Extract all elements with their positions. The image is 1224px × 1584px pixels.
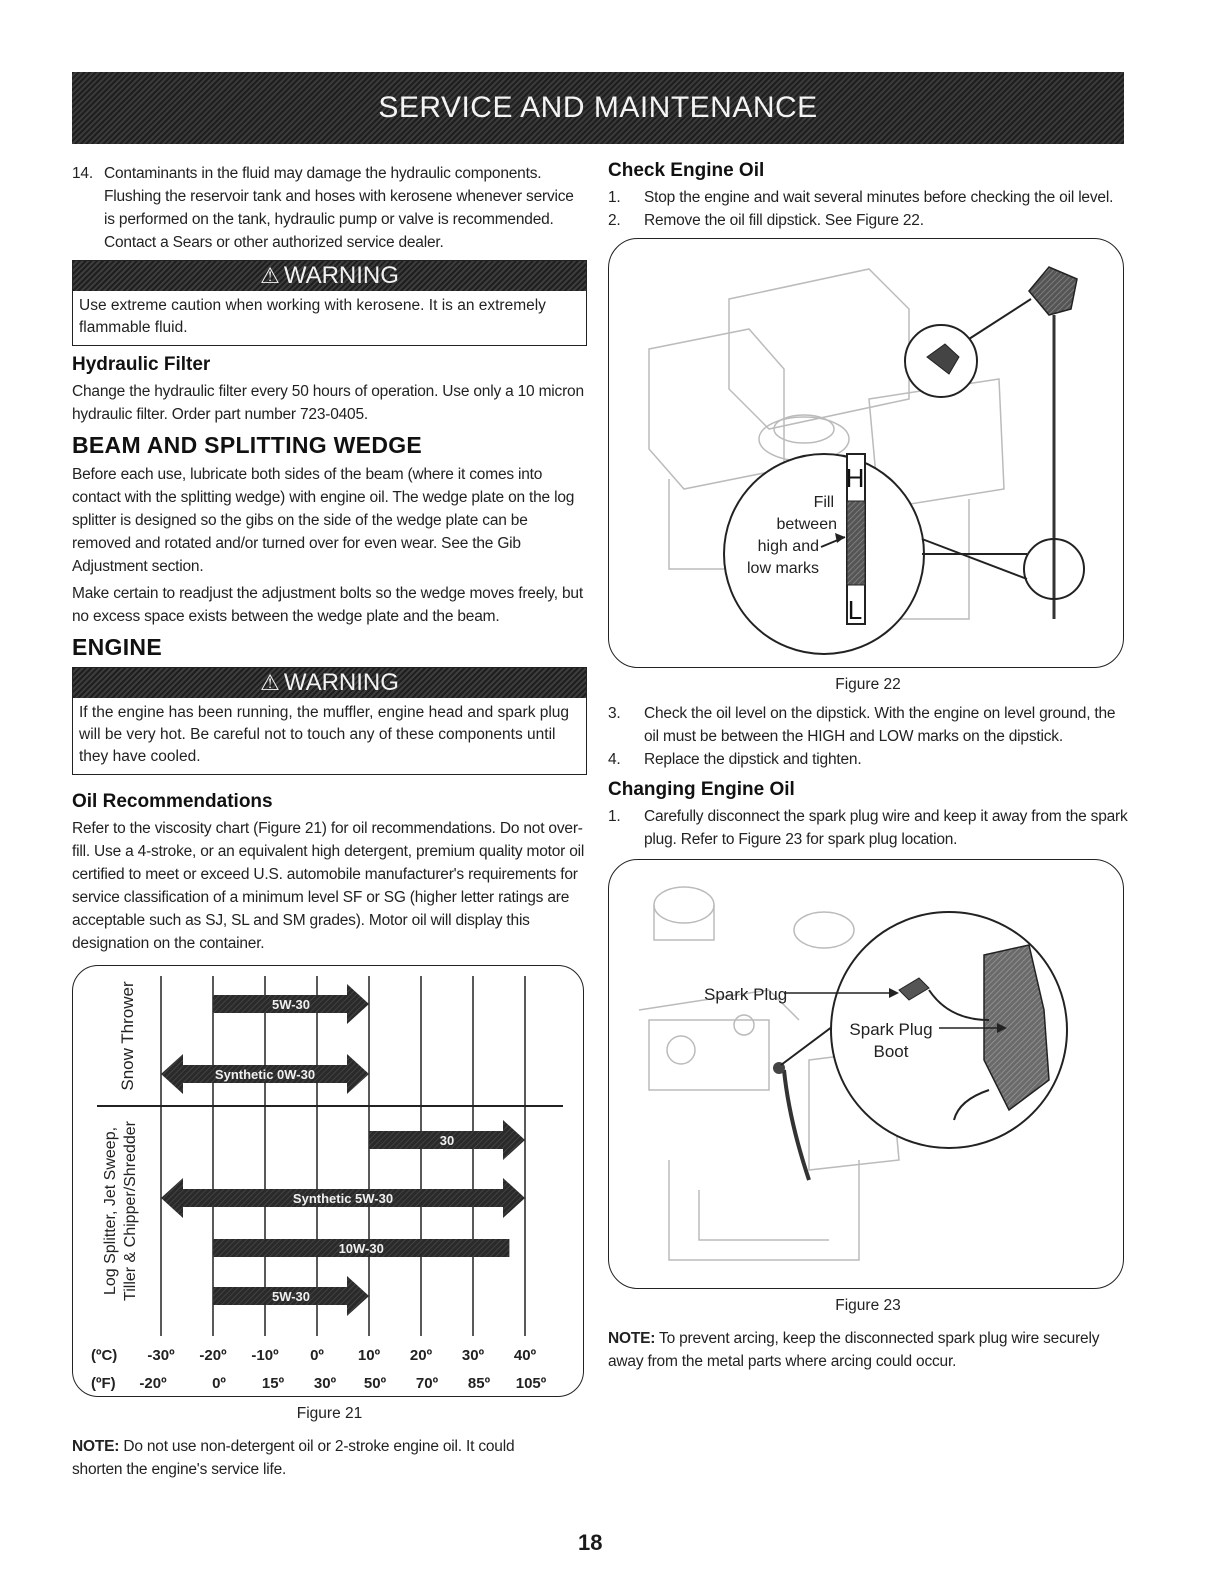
warning-header [73, 261, 586, 291]
beam-text-1: Before each use, lubricate both sides of the beam (where it comes into contact with the splitting wedge) with engine oil. The wedge plate on the log splitter is designed so the gibs on the side of the wedge plate can be removed and rotated and/or turned over for even wear. See the Gib Adjustment section. [72, 466, 575, 575]
between-label: between [776, 516, 837, 533]
oil-range-bar [369, 1120, 525, 1160]
note-label: NOTE: [72, 1438, 120, 1455]
tick-label-c: 0º [310, 1347, 324, 1364]
oil-grade-label: Synthetic 0W-30 [214, 1067, 316, 1082]
oil-recommendations-text: Refer to the viscosity chart (Figure 21) for oil recommendations. Do not over-fill. Use a 4-stroke, or an equivalent high detergent, premium quality motor oil certified to meet or exceed U.S. automobile manufacturer's requirements for service classification of a minimum level SF or SG (higher letter ratings are acceptable such as SJ, SL and SM grades). Motor oil will display this designation on the container. [72, 820, 585, 952]
list-item [608, 748, 1128, 771]
tick-label-c: -30º [147, 1347, 175, 1364]
figure-21-caption: Figure 21 [296, 1405, 363, 1422]
tick-label-f: 85º [467, 1375, 491, 1392]
warning-text: Use extreme caution when working with kerosene. It is an extremely flammable fluid. [79, 297, 546, 336]
viscosity-chart [73, 966, 583, 1396]
figure-22-frame [608, 238, 1124, 668]
tick-label-c: 10º [357, 1347, 381, 1364]
page-title: SERVICE AND MAINTENANCE [378, 91, 818, 124]
item-number: 4. [608, 751, 621, 768]
oil-recommendations-heading: Oil Recommendations [72, 791, 273, 812]
note-label: NOTE: [608, 1330, 656, 1347]
item-text: Replace the dipstick and tighten. [644, 751, 862, 768]
spark-plug-boot-label-1: Spark Plug [849, 1020, 933, 1039]
oil-range-bar [213, 984, 369, 1024]
spark-plug-boot-label-2: Boot [873, 1042, 909, 1061]
warning-title: WARNING [283, 669, 399, 696]
check-steps-list [608, 186, 1128, 232]
fill-label: Fill [813, 494, 834, 511]
item-number: 14. [72, 165, 93, 182]
item-text: Carefully disconnect the spark plug wire and keep it away from the spark plug. Refer to Figure 23 for spark plug location. [644, 808, 1128, 848]
oil-grade-label: 30 [439, 1133, 455, 1148]
low-mark-label: L [847, 595, 863, 625]
oil-range-bar [213, 1276, 369, 1316]
warning-box-kerosene [72, 260, 587, 346]
beam-text-2: Make certain to readjust the adjustment bolts so the wedge moves freely, but no excess space exists between the wedge plate and the beam. [72, 585, 583, 625]
tick-label-f: 70º [415, 1375, 439, 1392]
page-number: 18 [578, 1530, 603, 1555]
item-text: Remove the oil fill dipstick. See Figure 22. [644, 212, 924, 229]
hydraulic-filter-text: Change the hydraulic filter every 50 hours of operation. Use only a 10 micron hydraulic filter. Order part number 723-0405. [72, 383, 584, 423]
warning-header [73, 668, 586, 698]
high-and-label: high and [757, 538, 819, 555]
figure-23-caption: Figure 23 [835, 1297, 901, 1314]
section-banner [72, 72, 1124, 144]
warning-box-hot-engine [72, 667, 587, 775]
oil-grade-label: Synthetic 5W-30 [292, 1191, 394, 1206]
tick-label-f: 0º [212, 1375, 226, 1392]
item-text: Check the oil level on the dipstick. With the engine on level ground, the oil must be between the HIGH and LOW marks on the dipstick. [644, 705, 1116, 745]
tick-label-f: 30º [313, 1375, 337, 1392]
oil-grade-label: 5W-30 [271, 1289, 311, 1304]
tick-label-c: 20º [409, 1347, 433, 1364]
item-number: 1. [608, 189, 621, 206]
figure-21-frame [72, 965, 584, 1397]
item-number: 2. [608, 212, 621, 229]
check-steps-list-2 [608, 702, 1128, 771]
tick-label-c: 40º [513, 1347, 537, 1364]
note-text: To prevent arcing, keep the disconnected spark plug wire securely away from the metal parts where arcing could occur. [608, 1330, 1100, 1370]
oil-range-bar [161, 1178, 525, 1218]
group-label: Snow Thrower [118, 981, 137, 1091]
list-item [608, 805, 1128, 851]
group-label: Log Splitter, Jet Sweep, Tiller & Chipper/Shredder [102, 1121, 139, 1301]
list-item [608, 702, 1128, 748]
list-item [608, 186, 1128, 209]
high-mark-label: H [845, 463, 865, 493]
tick-label-c: 30º [461, 1347, 485, 1364]
note-text: Do not use non-detergent oil or 2-stroke engine oil. It could shorten the engine's service life. [72, 1438, 515, 1478]
changing-engine-oil-heading: Changing Engine Oil [608, 779, 795, 800]
oil-range-bar [213, 1239, 509, 1257]
low-marks-label: low marks [746, 560, 819, 577]
warning-triangle-icon: ⚠ [260, 263, 280, 288]
tick-label-f: 105º [515, 1375, 547, 1392]
unit-celsius: (ºC) [91, 1347, 118, 1364]
oil-grade-label: 10W-30 [338, 1241, 384, 1256]
unit-fahrenheit: (ºF) [91, 1375, 116, 1392]
tick-label-f: -20º [139, 1375, 167, 1392]
note-arcing [608, 1327, 1128, 1373]
warning-text: If the engine has been running, the muffler, engine head and spark plug will be very hot. Be careful not to touch any of these components until they have cooled. [79, 704, 570, 765]
tick-label-f: 15º [261, 1375, 285, 1392]
list-item [608, 209, 1128, 232]
figure-23-frame [608, 859, 1124, 1289]
item-text: Contaminants in the fluid may damage the hydraulic components. Flushing the reservoir tank and hoses with kerosene whenever service is performed on the tank, hydraulic pump or valve is recommended. Contact a Sears or other authorized service dealer. [104, 165, 574, 251]
warning-triangle-icon: ⚠ [260, 670, 280, 695]
list-item [72, 162, 587, 254]
tick-label-c: -10º [251, 1347, 279, 1364]
figure-22-caption: Figure 22 [835, 676, 901, 693]
engine-heading: ENGINE [72, 634, 162, 660]
oil-grade-label: 5W-30 [271, 997, 311, 1012]
tick-label-f: 50º [363, 1375, 387, 1392]
note-oil [72, 1435, 562, 1481]
check-engine-oil-heading: Check Engine Oil [608, 160, 765, 181]
item-text: Stop the engine and wait several minutes before checking the oil level. [644, 189, 1114, 206]
hydraulic-filter-heading: Hydraulic Filter [72, 354, 211, 375]
spark-plug-label: Spark Plug [704, 985, 788, 1004]
warning-title: WARNING [283, 262, 399, 289]
beam-heading: BEAM AND SPLITTING WEDGE [72, 432, 423, 458]
change-steps-list [608, 805, 1128, 851]
left-column [72, 160, 587, 1481]
engine-dipstick-illustration [609, 239, 1123, 667]
tick-label-c: -20º [199, 1347, 227, 1364]
spark-plug-illustration [609, 860, 1123, 1288]
right-column [608, 160, 1128, 1373]
item-number: 3. [608, 705, 621, 722]
item-number: 1. [608, 808, 621, 825]
